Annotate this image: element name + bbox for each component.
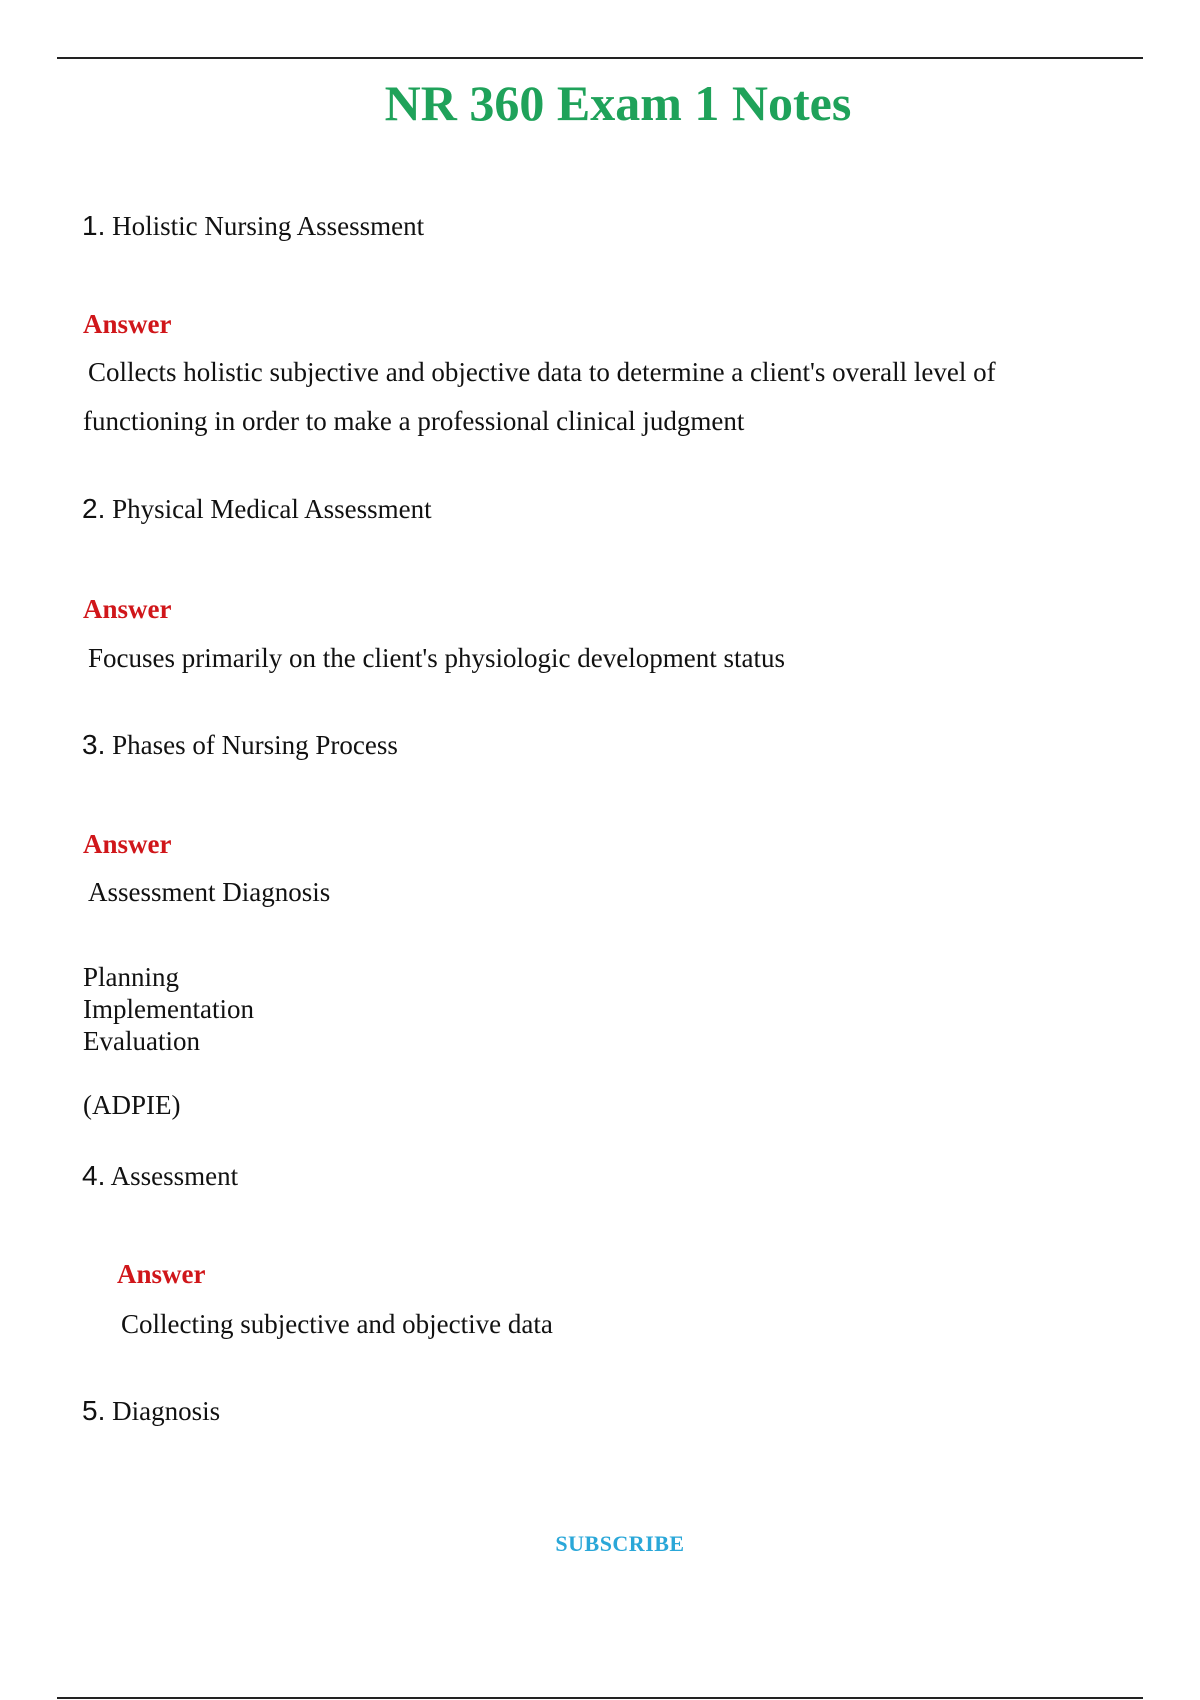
question-1 [82,210,424,242]
answer-line: Evaluation [83,1026,200,1056]
answer-note: (ADPIE) [83,1090,181,1120]
answer-text: Collects holistic subjective and objective data to determine a client's overall level of functioning in order to make a professional clinical judgment [83,357,996,436]
question-number: 3. [82,729,106,760]
answer-line: Implementation [83,994,254,1024]
question-5 [82,1395,220,1427]
answer-text: Collecting subjective and objective data [121,1309,553,1339]
question-number: 4. [82,1160,106,1191]
answer-label: Answer [83,829,172,859]
question-text: Assessment [110,1161,239,1191]
question-4 [82,1160,238,1192]
question-text: Phases of Nursing Process [112,730,398,760]
subscribe-link[interactable]: SUBSCRIBE [555,1531,685,1556]
question-number: 1. [82,210,106,241]
answer-label: Answer [83,594,172,624]
question-3 [82,729,398,761]
bottom-divider [57,1697,1143,1699]
question-number: 5. [82,1395,106,1426]
answer-label: Answer [83,309,172,339]
question-text: Physical Medical Assessment [112,494,432,524]
answer-text: Focuses primarily on the client's physiologic development status [88,643,786,673]
top-divider [57,57,1143,59]
question-text: Holistic Nursing Assessment [112,211,425,241]
question-number: 2. [82,493,106,524]
question-text: Diagnosis [112,1396,221,1426]
document-title: NR 360 Exam 1 Notes [384,75,852,131]
question-2 [82,493,432,525]
answer-label: Answer [117,1259,206,1289]
answer-text: Assessment Diagnosis [88,877,331,907]
answer-line: Planning [83,962,180,992]
